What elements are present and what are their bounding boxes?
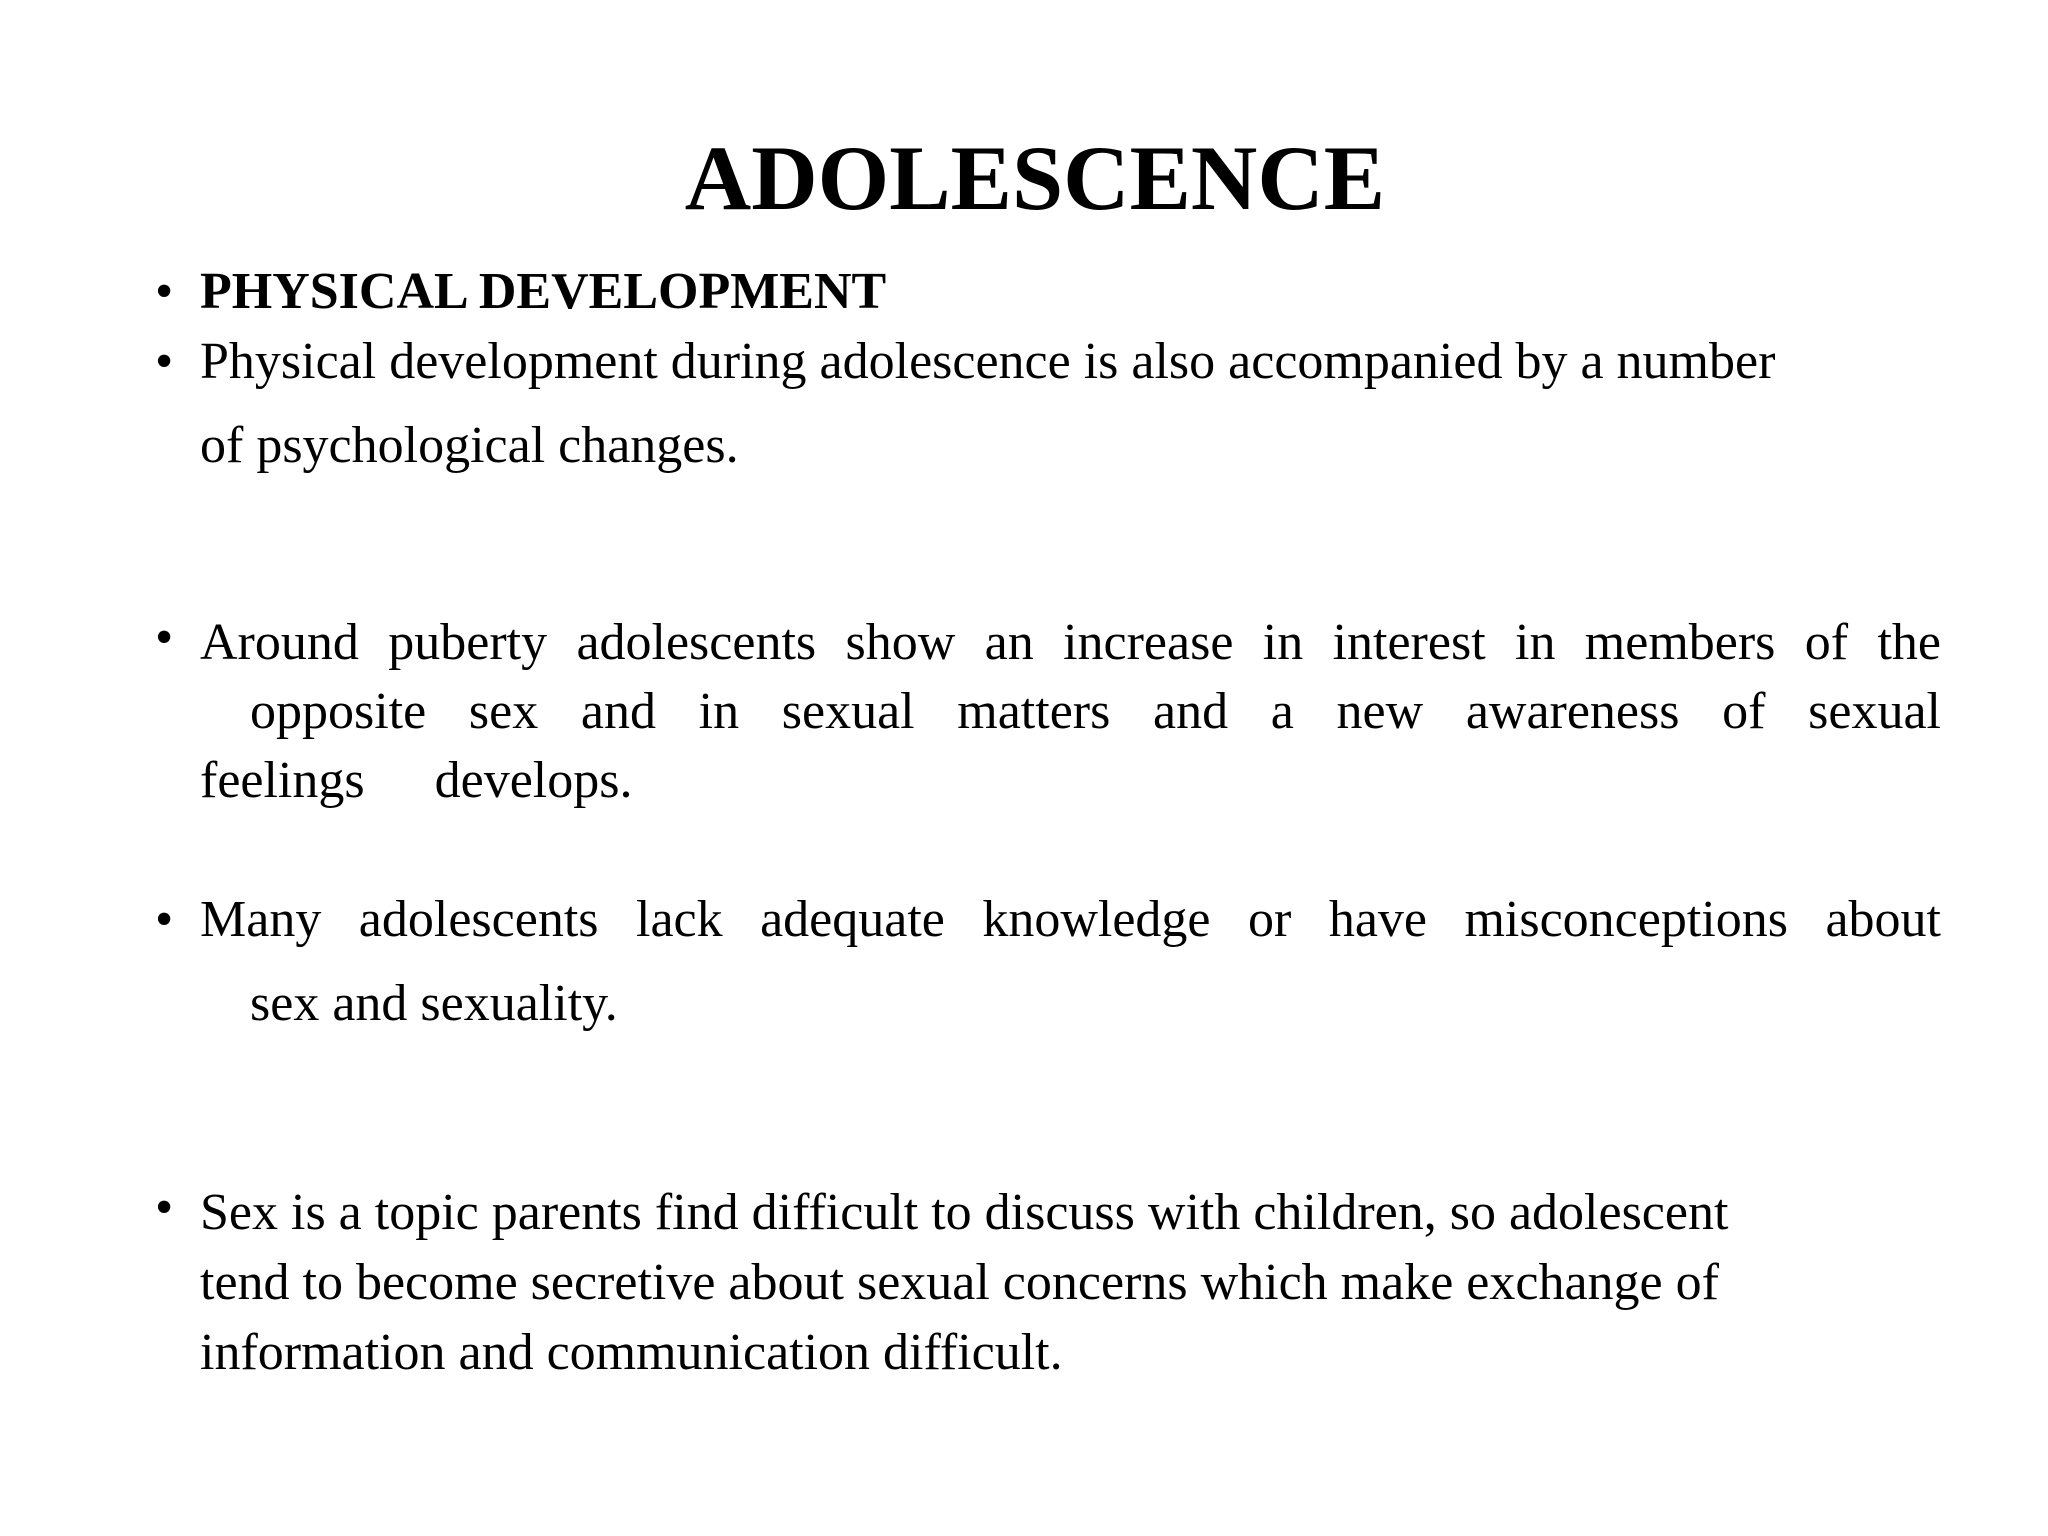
- bullet-paragraph: [200, 608, 1941, 815]
- section-heading: [200, 262, 1940, 322]
- slide-title: ADOLESCENCE: [684, 127, 1386, 229]
- text-line: information and communication difficult.: [200, 1324, 1063, 1381]
- text-line-group: [200, 746, 1941, 815]
- text-line: Many adolescents lack adequate knowledge or have misconceptions about: [200, 891, 1941, 948]
- bullet-paragraph: [200, 890, 1941, 1034]
- text-segment: develops.: [434, 752, 633, 809]
- text-line: Around puberty adolescents show an increase in interest in members of the: [200, 614, 1941, 671]
- bullet-icon: •: [155, 891, 174, 948]
- text-line: sex and sexuality.: [250, 975, 618, 1032]
- text-line: PHYSICAL DEVELOPMENT: [200, 263, 887, 320]
- bullet-icon: •: [155, 263, 174, 320]
- text-segment: feelings: [200, 752, 365, 809]
- bullet-paragraph: [200, 332, 1940, 476]
- text-line: Sex is a topic parents find difficult to discuss with children, so adolescent: [200, 1184, 1729, 1241]
- bullet-icon: •: [155, 609, 174, 666]
- bullet-paragraph: [200, 1178, 1940, 1388]
- text-line: tend to become secretive about sexual concerns which make exchange of: [200, 1254, 1719, 1311]
- text-line: opposite sex and in sexual matters and a new awareness of sexual: [250, 683, 1941, 740]
- text-line: of psychological changes.: [200, 417, 739, 474]
- bullet-icon: •: [155, 333, 174, 390]
- bullet-icon: •: [155, 1179, 174, 1236]
- text-line: Physical development during adolescence is also accompanied by a number: [200, 333, 1776, 390]
